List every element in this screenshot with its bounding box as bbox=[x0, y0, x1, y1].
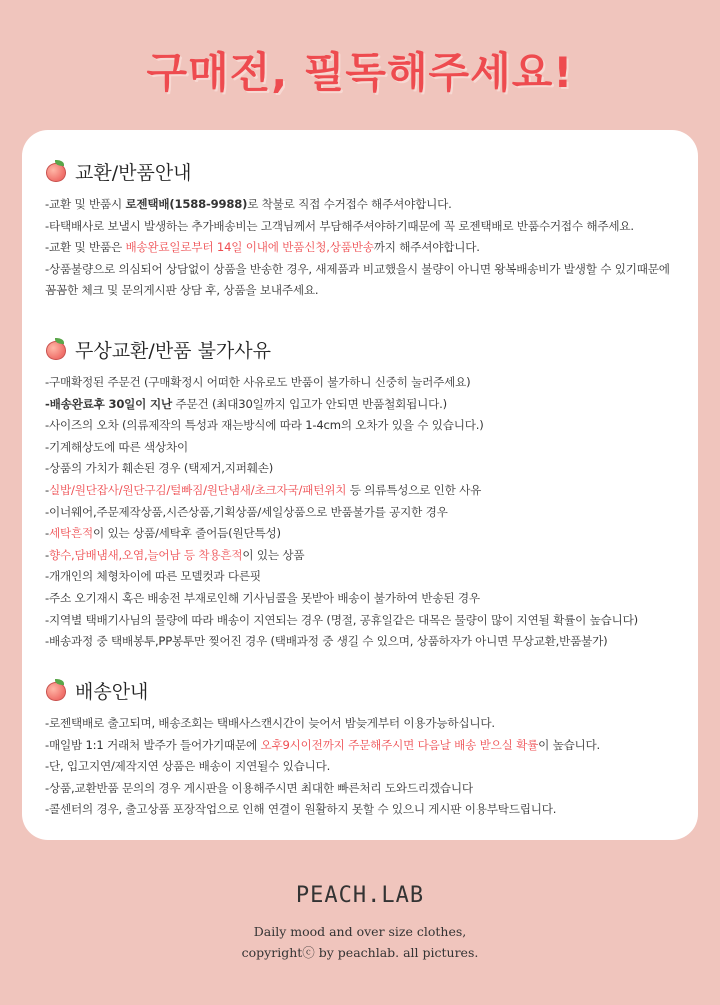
highlight-text: 향수,담배냄새,오염,늘어남 등 착용흔적 bbox=[48, 547, 243, 562]
notice-line bbox=[45, 502, 685, 524]
line-text: 이 높습니다. bbox=[538, 737, 601, 752]
line-text: -단, 입고지연/제작지연 상품은 배송이 지연될수 있습니다. bbox=[45, 759, 331, 774]
notice-line bbox=[45, 280, 685, 302]
notice-line bbox=[45, 756, 685, 778]
footer-copyright: copyrightⓒ by peachlab. all pictures. bbox=[241, 945, 479, 960]
line-text: -구매확정된 주문건 (구매확정시 어떠한 사유로도 반품이 불가하니 신중히 눌러주세요) bbox=[45, 375, 471, 389]
notice-line bbox=[45, 394, 685, 416]
notice-line bbox=[45, 237, 685, 259]
line-text: - bbox=[45, 482, 49, 497]
line-text: 등 의류특성으로 인한 사유 bbox=[346, 482, 482, 497]
line-text: -배송과정 중 택배봉투,PP봉투만 찢어진 경우 (택배과정 중 생길 수 있으며, 상품하자가 아니면 무상교환,반품불가) bbox=[45, 634, 608, 649]
line-text: -로젠택배로 출고되며, 배송조회는 택배사스캔시간이 늦어서 밤늦게부터 이용가능하십니다. bbox=[45, 716, 495, 730]
exchange-lines bbox=[45, 194, 685, 302]
notice-line bbox=[45, 588, 685, 610]
notice-line bbox=[45, 372, 685, 394]
section-exchange bbox=[45, 156, 685, 302]
nofree-lines bbox=[45, 372, 685, 653]
peach-icon bbox=[45, 679, 67, 701]
section-header bbox=[45, 156, 685, 186]
line-text: -매일밤 1:1 거래처 발주가 들어가기때문에 bbox=[45, 737, 261, 752]
line-text: - bbox=[45, 547, 49, 562]
notice-card bbox=[22, 130, 698, 840]
notice-line bbox=[45, 259, 685, 281]
section-title: 배송안내 bbox=[75, 680, 149, 703]
notice-line bbox=[45, 415, 685, 437]
line-text: -이너웨어,주문제작상품,시즌상품,기획상품/세일상품으로 반품불가를 공지한 경우 bbox=[45, 504, 448, 519]
bold-text: 로젠택배(1588-9988) bbox=[125, 197, 248, 211]
notice-line bbox=[45, 437, 685, 459]
line-text: -교환 및 반품은 bbox=[45, 240, 126, 255]
highlight-text: 세탁흔적 bbox=[48, 526, 93, 541]
notice-line bbox=[45, 480, 685, 502]
line-text: 로 착불로 직접 수거접수 해주셔야합니다. bbox=[247, 197, 452, 211]
line-text: -사이즈의 오차 (의류제작의 특성과 재는방식에 따라 1-4cm의 오차가 있을 수 있습니다.) bbox=[45, 418, 484, 433]
notice-line bbox=[45, 735, 685, 757]
line-text: -상품불량으로 의심되어 상담없이 상품을 반송한 경우, 새제품과 비교했을시 불량이 아니면 왕복배송비가 발생할 수 있기때문에 bbox=[45, 261, 670, 276]
section-header bbox=[45, 334, 685, 364]
line-text: -주소 오기재시 혹은 배송전 부재로인해 기사님콜을 못받아 배송이 불가하여 반송된 경우 bbox=[45, 590, 480, 605]
highlight-text: 실밥/원단잡사/원단구김/털빠짐/원단냄새/초크자국/패턴위치 bbox=[48, 482, 347, 497]
notice-line bbox=[45, 216, 685, 238]
line-text: -콜센터의 경우, 출고상품 포장작업으로 인해 연결이 원활하지 못할 수 있으니 게시판 이용부탁드립니다. bbox=[45, 802, 557, 817]
line-text: 주문건 (최대30일까지 입고가 안되면 반품철회됩니다.) bbox=[172, 396, 447, 411]
line-text: -타택배사로 보낼시 발생하는 추가배송비는 고객님께서 부담해주셔야하기때문에 꼭 로젠택배로 반품수거접수 해주세요. bbox=[45, 218, 634, 233]
footer-tagline: Daily mood and over size clothes, bbox=[253, 924, 467, 939]
line-text: 이 있는 상품 bbox=[242, 547, 305, 562]
line-text: -상품의 가치가 훼손된 경우 (택제거,지퍼훼손) bbox=[45, 461, 274, 476]
notice-line bbox=[45, 713, 685, 735]
notice-line bbox=[45, 545, 685, 567]
notice-line bbox=[45, 458, 685, 480]
line-text: -기계해상도에 따른 색상차이 bbox=[45, 439, 188, 454]
page-title: 구매전, 필독해주세요! bbox=[146, 48, 574, 97]
line-text: -교환 및 반품시 bbox=[45, 197, 126, 211]
section-shipping bbox=[45, 675, 685, 821]
line-text: 까지 해주셔야합니다. bbox=[373, 240, 480, 255]
notice-line bbox=[45, 631, 685, 653]
brand-logo: PEACH.LAB bbox=[295, 883, 425, 908]
section-header bbox=[45, 675, 685, 705]
peach-icon bbox=[45, 160, 67, 182]
line-text: -상품,교환반품 문의의 경우 게시판을 이용해주시면 최대한 빠른처리 도와드리겠습니다 bbox=[45, 780, 473, 795]
section-title: 교환/반품안내 bbox=[75, 161, 192, 184]
notice-line bbox=[45, 566, 685, 588]
line-text: - bbox=[45, 526, 49, 541]
bold-text: -배송완료후 30일이 지난 bbox=[45, 396, 173, 411]
line-text: 꼼꼼한 체크 및 문의게시판 상담 후, 상품을 보내주세요. bbox=[45, 283, 319, 298]
notice-line bbox=[45, 523, 685, 545]
line-text: -지역별 택배기사님의 물량에 따라 배송이 지연되는 경우 (명절, 공휴일같은 대목은 물량이 많이 지연될 확률이 높습니다) bbox=[45, 612, 638, 627]
shipping-lines bbox=[45, 713, 685, 821]
highlight-text: 배송완료일로부터 14일 이내에 반품신청,상품반송 bbox=[125, 240, 374, 255]
notice-line bbox=[45, 194, 685, 216]
highlight-text: 오후9시이전까지 주문해주시면 다음날 배송 받으실 확률 bbox=[260, 737, 539, 752]
notice-line bbox=[45, 610, 685, 632]
section-title: 무상교환/반품 불가사유 bbox=[75, 339, 271, 362]
peach-icon bbox=[45, 338, 67, 360]
notice-line bbox=[45, 799, 685, 821]
notice-line bbox=[45, 778, 685, 800]
section-nofree bbox=[45, 334, 685, 653]
line-text: 이 있는 상품/세탁후 줄어듬(원단특성) bbox=[92, 526, 281, 541]
line-text: -개개인의 체형차이에 따른 모델컷과 다른핏 bbox=[45, 569, 261, 584]
